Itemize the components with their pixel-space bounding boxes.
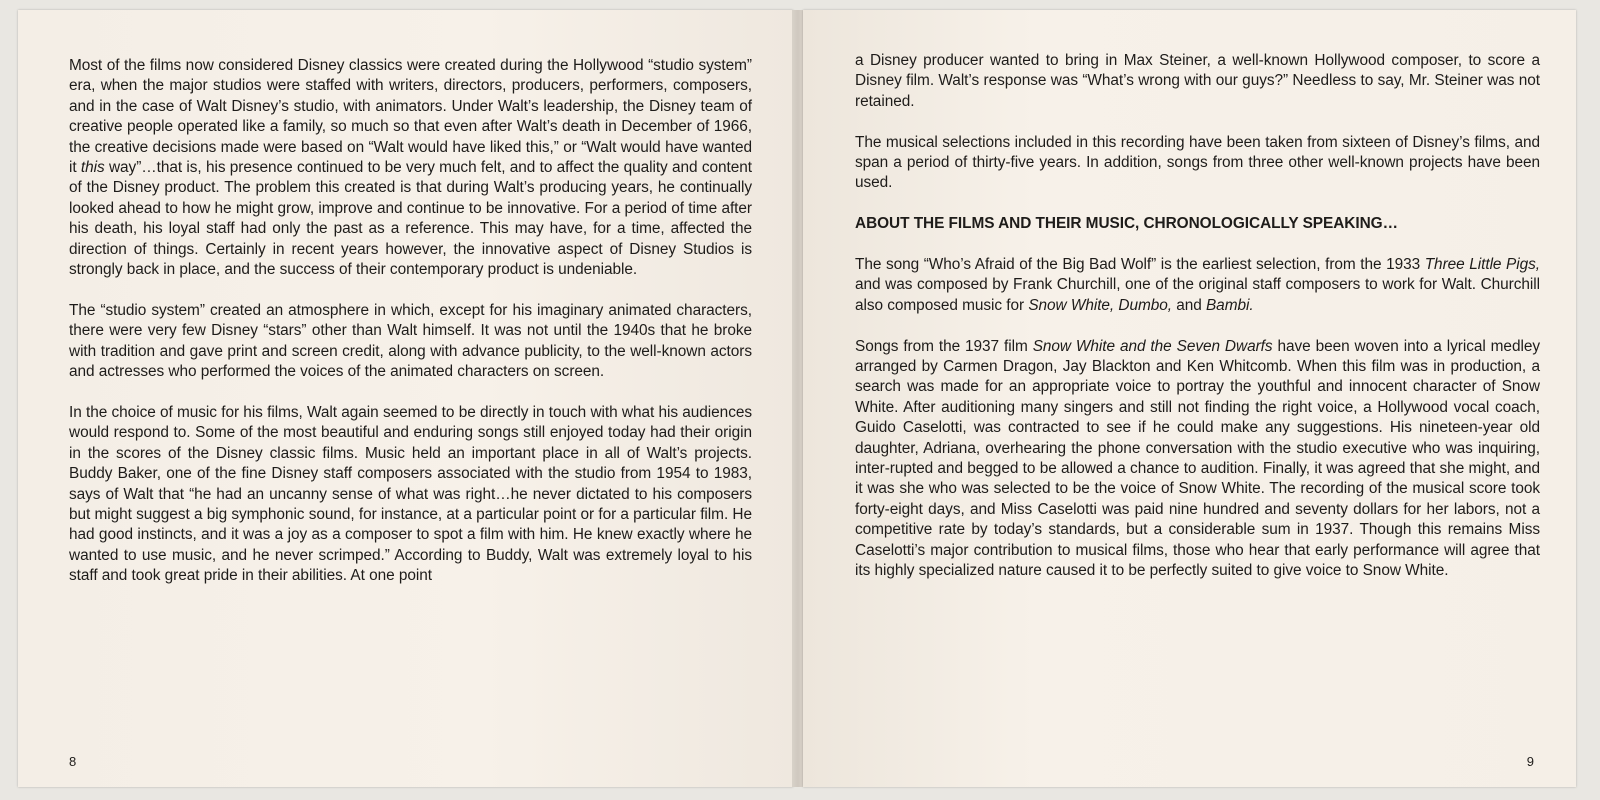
- text-segment: have been woven into a lyrical medley arranged by Carmen Dragon, Jay Blackton and Ken Whitcomb. When this film was in production, a search was made for an appropriate voice to portray the youthful and innocent character of Snow White. After auditioning many singers and still not finding the right voice, a Hollywood vocal coach, Guido Caselotti, was contracted to see if he could make any suggestions. His nineteen-year old daughter, Adriana, overhearing the phone conversation with the studio executive who was inquiring, inter-rupted and begged to be allowed a chance to audition. Finally, it was agreed that she might, and it was she who was selected to be the voice of Snow White. The recording of the musical score took forty-eight days, and Miss Caselotti was paid nine hundred and seventy dollars for her labors, not a competitive rate by today’s standards, but a considerable sum in 1937. Though this remains Miss Caselotti’s major contribution to musical films, those who hear that early performance will agree that its highly specialized nature caused it to be perfectly suited to give voice to Snow White.: [855, 337, 1540, 580]
- text-segment: The “studio system” created an atmosphere in which, except for his imaginary animated characters, there were very few Disney “stars” other than Walt himself. It was not until the 1940s that he broke with tradition and gave print and screen credit, along with advance publicity, to the well-known actors and actresses who performed the voices of the animated characters on screen.: [69, 301, 752, 381]
- text-segment-italic: Bambi.: [1205, 296, 1254, 314]
- text-segment: In the choice of music for his films, Walt again seemed to be directly in touch with what his audiences would respond to. Some of the most beautiful and enduring songs still enjoyed today had their origin in the scores of the Disney classic films. Music held an important place in all of Walt’s projects. Buddy Baker, one of the fine Disney staff composers associated with the studio from 1954 to 1983, says of Walt that “he had an uncanny sense of what was right…he never dictated to his composers but might suggest a big symphonic sound, for instance, at a particular point or for a particular film. He had good instincts, and it was a joy as a composer to spot a film with him. He knew exactly where he wanted to use music, and he never scrimped.” According to Buddy, Walt was extremely loyal to his staff and took great pride in their abilities. At one point: [69, 403, 752, 585]
- paragraph-walt-legacy: [69, 56, 752, 280]
- page-number: 9: [1526, 754, 1534, 769]
- left-page: [18, 10, 793, 787]
- page-number: 8: [69, 754, 77, 769]
- text-segment: a Disney producer wanted to bring in Max Steiner, a well-known Hollywood composer, to score a Disney film. Walt’s response was “What’s wrong with our guys?” Needless to say, Mr. Steiner was not retained.: [855, 52, 1540, 110]
- paragraph-big-bad-wolf: [855, 255, 1540, 316]
- text-segment-italic: Three Little Pigs,: [1424, 256, 1540, 274]
- text-segment: and was composed by Frank Churchill, one of the original staff composers to work for Walt. Churchill also composed music for: [855, 276, 1540, 314]
- paragraph-choice-of-music: [69, 403, 752, 587]
- text-segment-italic: Snow White, Dumbo,: [1028, 296, 1172, 314]
- text-segment: Songs from the 1937 film: [855, 337, 1033, 355]
- text-segment: way”…that is, his presence continued to be very much felt, and to affect the quality and content of the Disney product. The problem this created is that during Walt’s producing years, he continually looked ahead to how he might grow, improve and continue to be innovative. For a period of time after his death, his loyal staff had only the past as a reference. This may have, for a time, affected the direction of things. Certainly in recent years however, the innovative aspect of Disney Studios is strongly back in place, and the success of their contemporary product is undeniable.: [69, 159, 752, 279]
- text-segment-italic: Snow White and the Seven Dwarfs: [1032, 337, 1273, 355]
- paragraph-studio-system: [69, 301, 752, 383]
- left-page-text: [69, 56, 752, 607]
- paragraph-snow-white: [855, 337, 1540, 582]
- text-segment: Most of the films now considered Disney classics were created during the Hollywood “studio system” era, when the major studios were staffed with writers, directors, producers, performers, composers, and in the case of Walt Disney’s studio, with animators. Under Walt’s leadership, the Disney team of creative people operated like a family, so much so that even after Walt’s death in December of 1966, the creative decisions made were based on “Walt would have liked this,” or “Walt would have wanted it: [69, 57, 752, 177]
- paragraph-musical-selections: [855, 133, 1540, 194]
- text-segment: and: [1171, 296, 1206, 314]
- paragraph-max-steiner: [855, 51, 1540, 112]
- text-segment: The song “Who’s Afraid of the Big Bad Wolf” is the earliest selection, from the 1933: [855, 256, 1425, 274]
- section-heading: ABOUT THE FILMS AND THEIR MUSIC, CHRONOLOGICALLY SPEAKING…: [855, 215, 1398, 233]
- right-page: [803, 10, 1576, 787]
- right-page-text: [855, 51, 1540, 602]
- text-segment-italic: this: [80, 159, 105, 177]
- text-segment: The musical selections included in this recording have been taken from sixteen of Disney’s films, and span a period of thirty-five years. In addition, songs from three other well-known projects have been used.: [855, 133, 1540, 192]
